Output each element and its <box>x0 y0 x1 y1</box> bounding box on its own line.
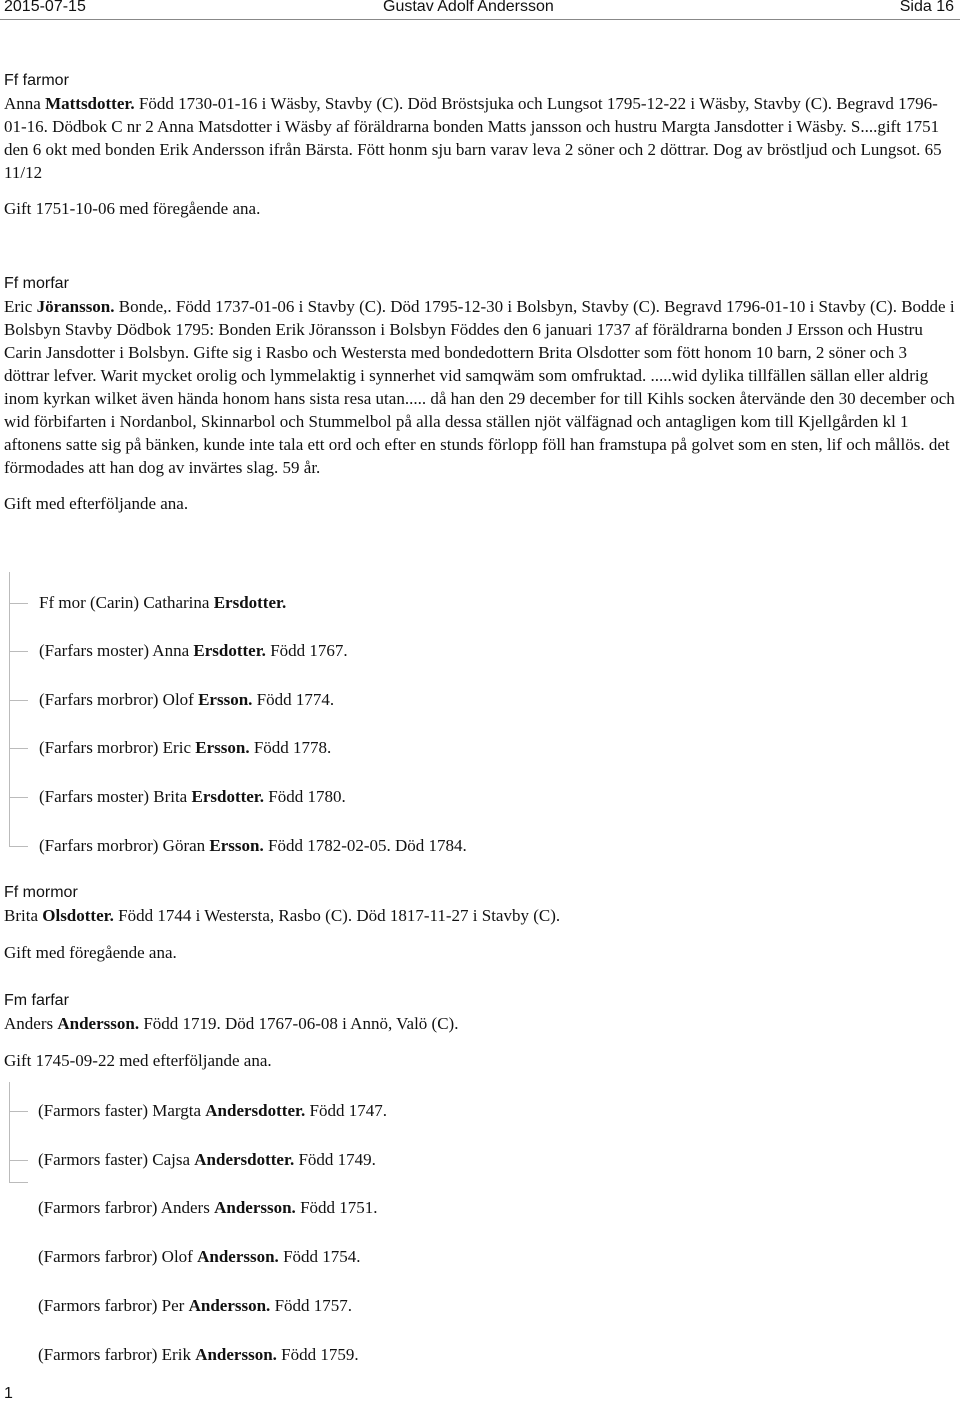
child-surname: Ersdotter. <box>191 787 265 806</box>
surname: Olsdotter. <box>42 906 114 925</box>
child-name: (Farmors faster) Margta <box>38 1101 206 1120</box>
section-label: Fm farfar <box>4 992 69 1009</box>
child-surname: Andersson. <box>195 1345 277 1364</box>
child-details: Född 1757. <box>270 1296 353 1315</box>
surname: Jöransson. <box>36 297 115 316</box>
child-name: Ff mor (Carin) Catharina <box>39 593 214 612</box>
child-details: Född 1759. <box>276 1345 359 1364</box>
notes-continued: Fött honm sju barn varav leva 2 söner och 2 döttrar. Dog av bröstljud och Lungsot. 65 11/12 <box>4 140 942 182</box>
child-name: (Farfars moster) Anna <box>39 641 194 660</box>
header-page: Sida 16 <box>899 0 954 15</box>
child-surname: Andersson. <box>188 1296 271 1315</box>
child-name: (Farfars moster) Brita <box>39 787 192 806</box>
child-surname: Ersdotter. <box>193 641 266 660</box>
person-entry <box>4 92 956 184</box>
details: Bonde,. Född 1737-01-06 i Stavby (C). Död 1795-12-30 i Bolsbyn, Stavby (C). Begravd 1796-01-10 i Stavby (C). Bodde i Bolsbyn Stavby Dödbok 1795: Bonden Erik Jöransson i Bolsbyn Föddes den 6 januari 1737 af föräldrarna bonden J Ersson och Hustru Carin Jansdotter i Bolsbyn. Gifte sig i Rasbo och Westersta med bondedottern Brita Olsdotter som fött honom 10 barn, 2 söner och 3 döttrar lefver. Warit mycket orolig och lymmelaktig i synnerhet vid samqwäm som omfruktad. .....wid dylika tillfällen sällan eller aldrig inom kyrkan wilket även hända honom hans sista resa utan..... då han den 29 december for till Kihls socken återvände den 30 december och wid förbifarten i Nordanbol, Skinnarbol och Stummelbol på alla dessa ställen njöt välfägnad och antagligen kom till Kjellgården kl 1 aftonens satte sig på bänken, kunde inte tala ett ord och efter en stunds förlopp föll han framstupa på golvet som en sten, lif och mållös. det förmodades att han dog av invärtes slag. 59 år. <box>4 297 955 477</box>
marriage-note: Gift 1745-09-22 med efterföljande ana. <box>4 1051 272 1070</box>
child-entry <box>38 1100 387 1122</box>
marriage-note: Gift med föregående ana. <box>4 943 177 962</box>
given-name: Anna <box>4 94 41 113</box>
child-surname: Andersdotter. <box>205 1101 306 1120</box>
child-surname: Ersson. <box>195 738 250 757</box>
child-details: Född 1751. <box>295 1198 378 1217</box>
child-surname: Ersson. <box>198 690 253 709</box>
given-name: Anders <box>4 1014 54 1033</box>
tree-branch <box>10 797 28 798</box>
child-surname: Ersdotter. <box>213 593 287 612</box>
header-divider <box>0 19 960 20</box>
section-ff-mormor <box>4 882 956 964</box>
child-details: Född 1767. <box>265 641 348 660</box>
child-entry <box>38 1149 376 1171</box>
details: Född 1719. Död 1767-06-08 i Annö, Valö (C). <box>139 1014 459 1033</box>
child-surname: Ersson. <box>209 836 264 855</box>
child-entry <box>39 737 331 759</box>
child-details: Född 1774. <box>252 690 335 709</box>
child-entry <box>38 1246 361 1268</box>
children-tree-fm-farfar <box>9 1082 10 1183</box>
child-details: Född 1782-02-05. Död 1784. <box>263 836 467 855</box>
child-name: (Farmors farbror) Olof <box>38 1247 198 1266</box>
section-ff-morfar <box>4 273 956 515</box>
tree-branch <box>10 748 28 749</box>
surname: Andersson. <box>57 1014 140 1033</box>
person-entry <box>4 295 956 479</box>
tree-branch <box>10 651 28 652</box>
given-name: Eric <box>4 297 33 316</box>
tree-branch <box>10 1182 28 1183</box>
child-name: (Farmors farbror) Erik <box>38 1345 196 1364</box>
children-tree-ff-morfar <box>9 572 467 855</box>
child-entry <box>39 592 286 614</box>
child-name: (Farfars morbror) Eric <box>39 738 196 757</box>
given-name: Brita <box>4 906 38 925</box>
child-name: (Farfars morbror) Göran <box>39 836 210 855</box>
tree-branch <box>10 1160 28 1161</box>
surname: Mattsdotter. <box>45 94 135 113</box>
child-details: Född 1778. <box>249 738 332 757</box>
child-name: (Farmors farbror) Per <box>38 1296 189 1315</box>
child-name: (Farmors faster) Cajsa <box>38 1150 195 1169</box>
child-entry <box>39 689 334 711</box>
child-name: (Farmors farbror) Anders <box>38 1198 215 1217</box>
tree-branch <box>10 603 28 604</box>
header-title: Gustav Adolf Andersson <box>383 0 554 15</box>
child-details: Född 1780. <box>264 787 346 806</box>
page-header <box>0 0 960 16</box>
marriage-note: Gift 1751-10-06 med föregående ana. <box>4 199 261 218</box>
child-entry <box>38 1295 352 1317</box>
section-label: Ff morfar <box>4 275 69 292</box>
tree-branch <box>10 700 28 701</box>
section-ff-farmor <box>4 70 956 220</box>
details: Född 1744 i Westersta, Rasbo (C). Död 1817-11-27 i Stavby (C). <box>113 906 561 925</box>
child-surname: Andersson. <box>214 1198 296 1217</box>
birth-death: Född 1730-01-16 i Wäsby, Stavby (C). Död Bröstsjuka och Lungsot 1795-12-22 i Wäsby, Stavby (C). Begravd 1796-01-16. Dödbok C nr 2 <box>4 94 938 136</box>
child-surname: Andersdotter. <box>194 1150 295 1169</box>
section-fm-farfar <box>4 990 956 1072</box>
child-entry <box>38 1197 378 1219</box>
person-entry <box>4 1012 956 1035</box>
person-entry <box>4 904 956 927</box>
tree-branch <box>10 1111 28 1112</box>
header-date: 2015-07-15 <box>4 0 86 15</box>
child-name: (Farfars morbror) Olof <box>39 690 199 709</box>
section-label: Ff mormor <box>4 884 78 901</box>
child-details: Född 1749. <box>294 1150 376 1169</box>
child-entry <box>39 835 467 857</box>
footer-page-number: 1 <box>4 1385 13 1402</box>
child-entry <box>38 1344 359 1366</box>
notes: Anna Matsdotter i Wäsby af föräldrarna bonden Matts jansson och hustru Margta Jansdotter i Wäsby. S....gift 1751 den 6 okt med bonden Erik Andersson ifrån Bärsta. <box>4 117 940 159</box>
child-surname: Andersson. <box>197 1247 279 1266</box>
child-entry <box>39 786 346 808</box>
section-label: Ff farmor <box>4 72 69 89</box>
marriage-note: Gift med efterföljande ana. <box>4 494 189 513</box>
child-details: Född 1747. <box>305 1101 387 1120</box>
child-details: Född 1754. <box>278 1247 361 1266</box>
tree-branch <box>10 846 28 847</box>
child-entry <box>39 640 348 662</box>
